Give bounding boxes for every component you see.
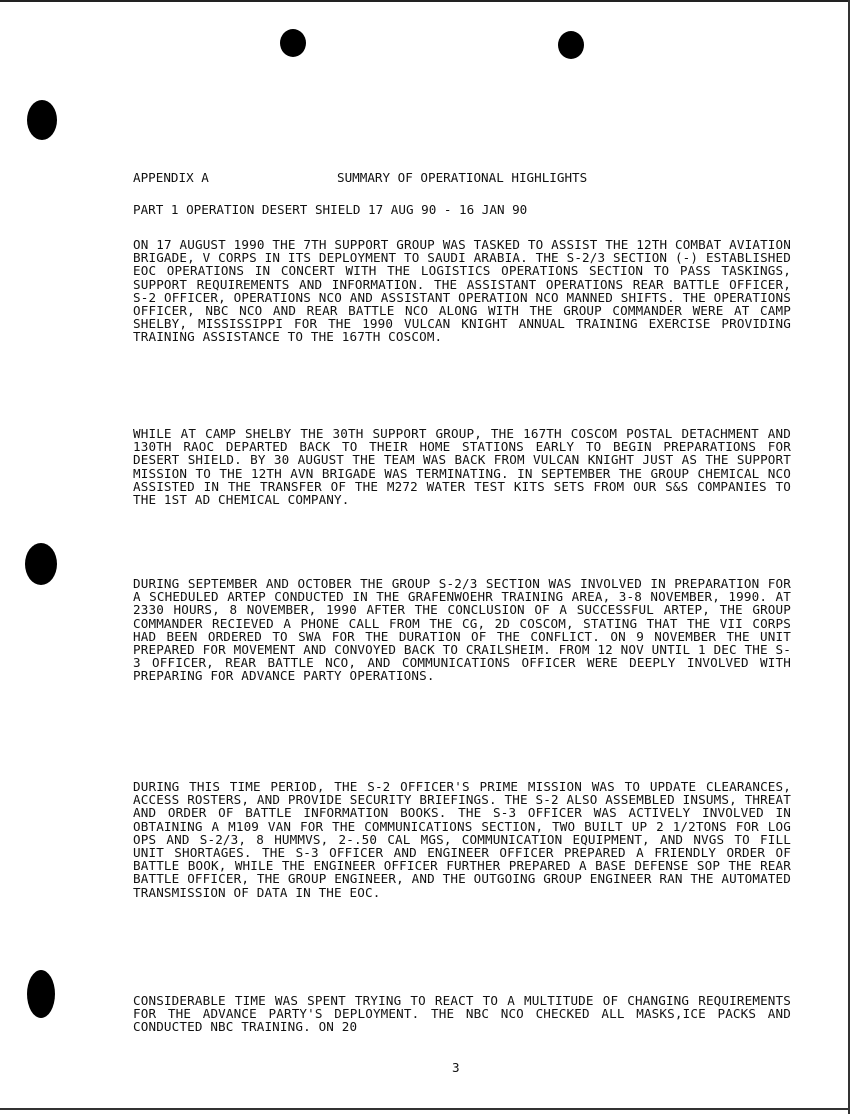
- paragraph-3-block: [133, 577, 791, 683]
- paragraph-5-block: [133, 994, 791, 1034]
- appendix-label: APPENDIX A: [133, 170, 209, 185]
- paragraph-2: WHILE AT CAMP SHELBY THE 30TH SUPPORT GROUP, THE 167TH COSCOM POSTAL DETACHMENT AND 130TH RAOC DEPARTED BACK TO THEIR HOME STATIONS EARLY TO BEGIN PREPARATIONS FOR DESERT SHIELD. BY 30 AUGUST THE TEAM WAS BACK FROM VULCAN KNIGHT JUST AS THE SUPPORT MISSION TO THE 12TH AVN BRIGADE WAS TERMINATING. IN SEPTEMBER THE GROUP CHEMICAL NCO ASSISTED IN THE TRANSFER OF THE M272 WATER TEST KITS SETS FROM OUR S&S COMPANIES TO THE 1ST AD CHEMICAL COMPANY.: [133, 426, 791, 508]
- punch-hole-top-left: [280, 29, 306, 57]
- paragraph-5: CONSIDERABLE TIME WAS SPENT TRYING TO REACT TO A MULTITUDE OF CHANGING REQUIREMENTS FOR THE ADVANCE PARTY'S DEPLOYMENT. THE NBC NCO CHECKED ALL MASKS,ICE PACKS AND CONDUCTED NBC TRAINING. ON 20: [133, 993, 791, 1035]
- part-heading: PART 1 OPERATION DESERT SHIELD 17 AUG 90 - 16 JAN 90: [133, 202, 528, 217]
- page-bottom-edge: [0, 1108, 850, 1110]
- punch-hole-top-right: [558, 31, 584, 59]
- punch-hole-side-2: [25, 543, 57, 585]
- page-top-edge: [0, 0, 850, 2]
- paragraph-3: DURING SEPTEMBER AND OCTOBER THE GROUP S-2/3 SECTION WAS INVOLVED IN PREPARATION FOR A SCHEDULED ARTEP CONDUCTED IN THE GRAFENWOEHR TRAINING AREA, 3-8 NOVEMBER, 1990. AT 2330 HOURS, 8 NOVEMBER, 1990 AFTER THE CONCLUSION OF A SUCCESSFUL ARTEP, THE GROUP COMMANDER RECIEVED A PHONE CALL FROM THE CG, 2D COSCOM, STATING THAT THE VII CORPS HAD BEEN ORDERED TO SWA FOR THE DURATION OF THE CONFLICT. ON 9 NOVEMBER THE UNIT PREPARED FOR MOVEMENT AND CONVOYED BACK TO CRAILSHEIM. FROM 12 NOV UNTIL 1 DEC THE S-3 OFFICER, REAR BATTLE NCO, AND COMMUNICATIONS OFFICER WERE DEEPLY INVOLVED WITH PREPARING FOR ADVANCE PARTY OPERATIONS.: [133, 576, 791, 684]
- page-number: 3: [452, 1060, 460, 1075]
- paragraph-1-block: [133, 238, 791, 344]
- appendix-title: SUMMARY OF OPERATIONAL HIGHLIGHTS: [337, 170, 588, 185]
- paragraph-1: ON 17 AUGUST 1990 THE 7TH SUPPORT GROUP WAS TASKED TO ASSIST THE 12TH COMBAT AVIATION BRIGADE, V CORPS IN ITS DEPLOYMENT TO SAUDI ARABIA. THE S-2/3 SECTION (-) ESTABLISHED EOC OPERATIONS IN CONCERT WITH THE LOGISTICS OPERATIONS SECTION TO PASS TASKINGS, SUPPORT REQUIREMENTS AND INFORMATION. THE ASSISTANT OPERATIONS REAR BATTLE OFFICER, S-2 OFFICER, OPERATIONS NCO AND ASSISTANT OPERATION NCO MANNED SHIFTS. THE OPERATIONS OFFICER, NBC NCO AND REAR BATTLE NCO ALONG WITH THE GROUP COMMANDER WERE AT CAMP SHELBY, MISSISSIPPI FOR THE 1990 VULCAN KNIGHT ANNUAL TRAINING EXERCISE PROVIDING TRAINING ASSISTANCE TO THE 167TH COSCOM.: [133, 237, 791, 345]
- punch-hole-side-3: [27, 970, 55, 1018]
- paragraph-2-block: [133, 427, 791, 506]
- paragraph-4: DURING THIS TIME PERIOD, THE S-2 OFFICER'S PRIME MISSION WAS TO UPDATE CLEARANCES, ACCESS ROSTERS, AND PROVIDE SECURITY BRIEFINGS. THE S-2 ALSO ASSEMBLED INSUMS, THREAT AND ORDER OF BATTLE INFORMATION BOOKS. THE S-3 OFFICER WAS ACTIVELY INVOLVED IN OBTAINING A M109 VAN FOR THE COMMUNICATIONS SECTION, TWO BUILT UP 2 1/2TONS FOR LOG OPS AND S-2/3, 8 HUMMVS, 2-.50 CAL MGS, COMMUNICATION EQUIPMENT, AND NVGS TO FILL UNIT SHORTAGES. THE S-3 OFFICER AND ENGINEER OFFICER PREPARED A FRIENDLY ORDER OF BATTLE BOOK, WHILE THE ENGINEER OFFICER FURTHER PREPARED A BASE DEFENSE SOP THE REAR BATTLE OFFICER, THE GROUP ENGINEER, AND THE OUTGOING GROUP ENGINEER RAN THE AUTOMATED TRANSMISSION OF DATA IN THE EOC.: [133, 779, 791, 900]
- paragraph-4-block: [133, 780, 791, 899]
- punch-hole-side-1: [27, 100, 57, 140]
